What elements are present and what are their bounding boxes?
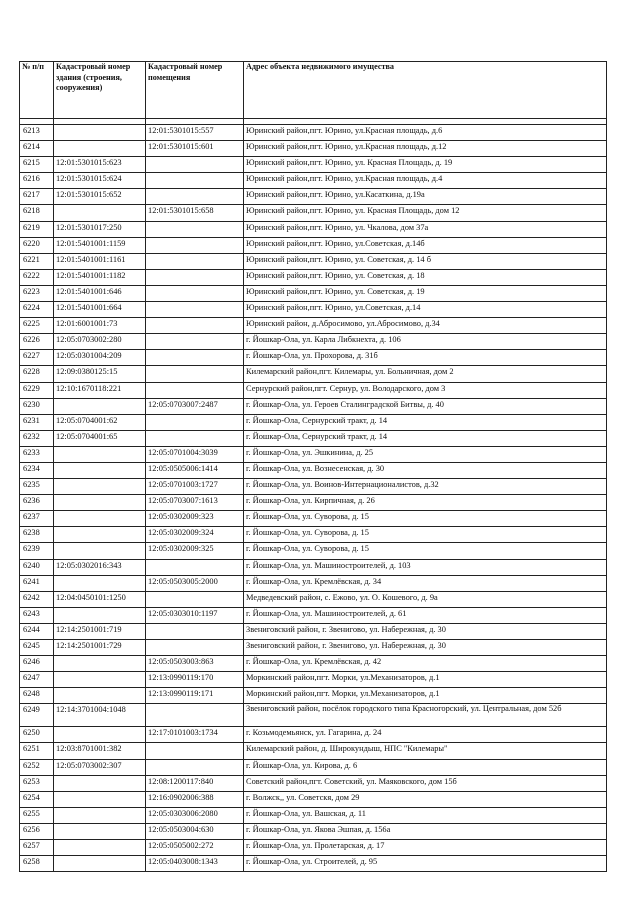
row-number: 6215 [20, 157, 54, 173]
address: г. Йошкар-Ола, ул. Машиностроителей, д. 61 [244, 607, 607, 623]
room-cadastral-number [146, 559, 244, 575]
row-number: 6235 [20, 479, 54, 495]
property-table-sheet [19, 61, 607, 872]
table-row [20, 856, 607, 872]
property-table [19, 61, 607, 872]
room-cadastral-number [146, 189, 244, 205]
room-cadastral-number: 12:05:0703007:1613 [146, 495, 244, 511]
room-cadastral-number [146, 269, 244, 285]
building-cadastral-number [54, 446, 146, 462]
row-number: 6217 [20, 189, 54, 205]
room-cadastral-number [146, 173, 244, 189]
address: Звениговский район, г. Звенигово, ул. Набережная, д. 30 [244, 623, 607, 639]
address: Юринский район,пгт. Юрино, ул. Красная Площадь, д. 19 [244, 157, 607, 173]
building-cadastral-number [54, 141, 146, 157]
room-cadastral-number [146, 221, 244, 237]
table-row [20, 334, 607, 350]
header-address: Адрес объекта недвижимого имущества [244, 62, 607, 119]
building-cadastral-number: 12:01:5401001:1182 [54, 269, 146, 285]
building-cadastral-number [54, 607, 146, 623]
table-row [20, 302, 607, 318]
building-cadastral-number: 12:01:5401001:664 [54, 302, 146, 318]
address: г. Йошкар-Ола, ул. Прохорова, д. 31б [244, 350, 607, 366]
building-cadastral-number [54, 775, 146, 791]
row-number: 6257 [20, 840, 54, 856]
row-number: 6247 [20, 672, 54, 688]
address: г. Йошкар-Ола, ул. Машиностроителей, д. 103 [244, 559, 607, 575]
address: Моркинский район,пгт. Морки, ул.Механизаторов, д.1 [244, 688, 607, 704]
building-cadastral-number [54, 543, 146, 559]
table-row [20, 414, 607, 430]
address: Килемарский район, д. Широкундыш, НПС "Килемары" [244, 743, 607, 759]
address: Советский район,пгт. Советский, ул. Маяковского, дом 15б [244, 775, 607, 791]
room-cadastral-number: 12:13:0990119:170 [146, 672, 244, 688]
building-cadastral-number: 12:01:5401001:646 [54, 285, 146, 301]
room-cadastral-number [146, 759, 244, 775]
room-cadastral-number: 12:16:0902006:388 [146, 791, 244, 807]
table-row [20, 727, 607, 743]
address: г. Йошкар-Ола, ул. Пролетарская, д. 17 [244, 840, 607, 856]
room-cadastral-number: 12:01:5301015:658 [146, 205, 244, 221]
row-number: 6223 [20, 285, 54, 301]
building-cadastral-number [54, 205, 146, 221]
address: г. Йошкар-Ола, ул. Вашская, д. 11 [244, 807, 607, 823]
row-number: 6248 [20, 688, 54, 704]
address: Моркинский район,пгт. Морки, ул.Механизаторов, д.1 [244, 672, 607, 688]
building-cadastral-number [54, 791, 146, 807]
table-row [20, 237, 607, 253]
address: Юринский район, д.Абросимово, ул.Абросимово, д.34 [244, 318, 607, 334]
building-cadastral-number [54, 575, 146, 591]
address: г. Йошкар-Ола, Сернурский тракт, д. 14 [244, 414, 607, 430]
row-number: 6233 [20, 446, 54, 462]
table-row [20, 430, 607, 446]
row-number: 6226 [20, 334, 54, 350]
address: Медведевский район, с. Ежово, ул. О. Кошевого, д. 9а [244, 591, 607, 607]
address: г. Йошкар-Ола, Сернурский тракт, д. 14 [244, 430, 607, 446]
building-cadastral-number [54, 807, 146, 823]
room-cadastral-number: 12:05:0303010:1197 [146, 607, 244, 623]
address: г. Йошкар-Ола, ул. Карла Либкнехта, д. 106 [244, 334, 607, 350]
building-cadastral-number: 12:05:0704001:62 [54, 414, 146, 430]
building-cadastral-number [54, 527, 146, 543]
row-number: 6234 [20, 462, 54, 478]
row-number: 6218 [20, 205, 54, 221]
room-cadastral-number: 12:17:0101003:1734 [146, 727, 244, 743]
room-cadastral-number: 12:05:0701004:3039 [146, 446, 244, 462]
row-number: 6252 [20, 759, 54, 775]
row-number: 6241 [20, 575, 54, 591]
row-number: 6249 [20, 704, 54, 727]
building-cadastral-number [54, 511, 146, 527]
address: г. Йошкар-Ола, ул. Воинов-Интернационалистов, д.32 [244, 479, 607, 495]
building-cadastral-number [54, 672, 146, 688]
row-number: 6221 [20, 253, 54, 269]
building-cadastral-number: 12:09:0380125:15 [54, 366, 146, 382]
building-cadastral-number [54, 479, 146, 495]
room-cadastral-number: 12:05:0701003:1727 [146, 479, 244, 495]
building-cadastral-number [54, 688, 146, 704]
address: г. Йошкар-Ола, ул. Кирова, д. 6 [244, 759, 607, 775]
address: Юринский район,пгт. Юрино, ул. Чкалова, дом 37а [244, 221, 607, 237]
room-cadastral-number [146, 285, 244, 301]
address: г. Йошкар-Ола, ул. Суворова, д. 15 [244, 543, 607, 559]
table-row [20, 807, 607, 823]
row-number: 6236 [20, 495, 54, 511]
address: Сернурский район,пгт. Сернур, ул. Володарского, дом 3 [244, 382, 607, 398]
table-row [20, 462, 607, 478]
row-number: 6239 [20, 543, 54, 559]
room-cadastral-number [146, 350, 244, 366]
room-cadastral-number: 12:05:0302009:323 [146, 511, 244, 527]
row-number: 6225 [20, 318, 54, 334]
table-row [20, 253, 607, 269]
table-row [20, 382, 607, 398]
table-row [20, 157, 607, 173]
room-cadastral-number [146, 640, 244, 656]
room-cadastral-number [146, 253, 244, 269]
table-row [20, 221, 607, 237]
table-row [20, 704, 607, 727]
table-row [20, 318, 607, 334]
room-cadastral-number [146, 591, 244, 607]
address: Юринский район,пгт. Юрино, ул.Красная площадь, д.4 [244, 173, 607, 189]
building-cadastral-number: 12:05:0301004:209 [54, 350, 146, 366]
building-cadastral-number [54, 495, 146, 511]
table-row [20, 688, 607, 704]
row-number: 6258 [20, 856, 54, 872]
address: Юринский район,пгт. Юрино, ул.Советская, д.14б [244, 237, 607, 253]
table-row [20, 591, 607, 607]
table-row [20, 398, 607, 414]
building-cadastral-number [54, 727, 146, 743]
room-cadastral-number [146, 302, 244, 318]
table-row [20, 141, 607, 157]
room-cadastral-number [146, 414, 244, 430]
table-row [20, 446, 607, 462]
room-cadastral-number [146, 157, 244, 173]
building-cadastral-number: 12:01:6001001:73 [54, 318, 146, 334]
table-row [20, 559, 607, 575]
table-header-row [20, 62, 607, 119]
room-cadastral-number: 12:08:1200117:840 [146, 775, 244, 791]
address: Юринский район,пгт. Юрино, ул. Советская, д. 19 [244, 285, 607, 301]
row-number: 6255 [20, 807, 54, 823]
room-cadastral-number [146, 237, 244, 253]
row-number: 6250 [20, 727, 54, 743]
room-cadastral-number [146, 704, 244, 727]
building-cadastral-number [54, 656, 146, 672]
building-cadastral-number: 12:01:5301015:652 [54, 189, 146, 205]
table-row [20, 479, 607, 495]
room-cadastral-number: 12:05:0503003:863 [146, 656, 244, 672]
room-cadastral-number: 12:05:0505006:1414 [146, 462, 244, 478]
room-cadastral-number: 12:05:0503005:2000 [146, 575, 244, 591]
row-number: 6238 [20, 527, 54, 543]
building-cadastral-number: 12:01:5301017:250 [54, 221, 146, 237]
building-cadastral-number: 12:14:2501001:719 [54, 623, 146, 639]
table-row [20, 607, 607, 623]
table-row [20, 527, 607, 543]
address: г. Козьмодемьянск, ул. Гагарина, д. 24 [244, 727, 607, 743]
building-cadastral-number [54, 125, 146, 141]
table-row [20, 511, 607, 527]
building-cadastral-number: 12:01:5301015:624 [54, 173, 146, 189]
table-row [20, 775, 607, 791]
address: г. Йошкар-Ола, ул. Героев Сталинградской Битвы, д. 40 [244, 398, 607, 414]
table-row [20, 173, 607, 189]
table-row [20, 823, 607, 839]
building-cadastral-number: 12:01:5401001:1159 [54, 237, 146, 253]
room-cadastral-number: 12:05:0505002:272 [146, 840, 244, 856]
address: г. Йошкар-Ола, ул. Строителей, д. 95 [244, 856, 607, 872]
building-cadastral-number [54, 398, 146, 414]
row-number: 6220 [20, 237, 54, 253]
table-row [20, 205, 607, 221]
address: г. Йошкар-Ола, ул. Кирпичнaя, д. 26 [244, 495, 607, 511]
building-cadastral-number: 12:01:5401001:1161 [54, 253, 146, 269]
table-row [20, 672, 607, 688]
row-number: 6243 [20, 607, 54, 623]
room-cadastral-number: 12:01:5301015:557 [146, 125, 244, 141]
building-cadastral-number: 12:04:0450101:1250 [54, 591, 146, 607]
header-num: № п/п [20, 62, 54, 119]
address: Юринский район,пгт. Юрино, ул. Красная Площадь, дом 12 [244, 205, 607, 221]
address: г. Йошкар-Ола, ул. Суворова, д. 15 [244, 527, 607, 543]
header-room-cadastral: Кадастровый номер помещения [146, 62, 244, 119]
room-cadastral-number: 12:05:0703007:2487 [146, 398, 244, 414]
row-number: 6240 [20, 559, 54, 575]
address: Юринский район,пгт. Юрино, ул.Красная площадь, д.6 [244, 125, 607, 141]
row-number: 6230 [20, 398, 54, 414]
address: Юринский район,пгт. Юрино, ул. Советская, д. 14 б [244, 253, 607, 269]
room-cadastral-number: 12:05:0302009:325 [146, 543, 244, 559]
address: г. Йошкар-Ола, ул. Вознесенская, д. 30 [244, 462, 607, 478]
table-row [20, 125, 607, 141]
address: Килемарский район,пгт. Килемары, ул. Больничная, дом 2 [244, 366, 607, 382]
row-number: 6256 [20, 823, 54, 839]
room-cadastral-number: 12:05:0403008:1343 [146, 856, 244, 872]
table-row [20, 743, 607, 759]
room-cadastral-number [146, 366, 244, 382]
room-cadastral-number: 12:05:0503004:630 [146, 823, 244, 839]
room-cadastral-number: 12:05:0302009:324 [146, 527, 244, 543]
address: Юринский район,пгт. Юрино, ул. Советская, д. 18 [244, 269, 607, 285]
room-cadastral-number [146, 334, 244, 350]
room-cadastral-number [146, 743, 244, 759]
address: г. Йошкар-Ола, ул. Кремлёвская, д. 34 [244, 575, 607, 591]
building-cadastral-number [54, 823, 146, 839]
table-row [20, 791, 607, 807]
room-cadastral-number: 12:01:5301015:601 [146, 141, 244, 157]
address: Юринский район,пгт. Юрино, ул.Советская, д.14 [244, 302, 607, 318]
table-row [20, 840, 607, 856]
row-number: 6228 [20, 366, 54, 382]
table-body [20, 125, 607, 872]
room-cadastral-number [146, 382, 244, 398]
building-cadastral-number [54, 840, 146, 856]
table-row [20, 543, 607, 559]
building-cadastral-number: 12:05:0302016:343 [54, 559, 146, 575]
row-number: 6251 [20, 743, 54, 759]
address: Юринский район,пгт. Юрино, ул.Красная площадь, д.12 [244, 141, 607, 157]
table-row [20, 350, 607, 366]
row-number: 6242 [20, 591, 54, 607]
address: г. Йошкар-Ола, ул. Кремлёвская, д. 42 [244, 656, 607, 672]
table-row [20, 640, 607, 656]
building-cadastral-number: 12:01:5301015:623 [54, 157, 146, 173]
room-cadastral-number [146, 623, 244, 639]
building-cadastral-number: 12:14:2501001:729 [54, 640, 146, 656]
room-cadastral-number: 12:13:0990119:171 [146, 688, 244, 704]
row-number: 6246 [20, 656, 54, 672]
table-row [20, 656, 607, 672]
table-row [20, 575, 607, 591]
row-number: 6222 [20, 269, 54, 285]
table-row [20, 759, 607, 775]
table-row [20, 366, 607, 382]
row-number: 6237 [20, 511, 54, 527]
address: Звениговский район, г. Звенигово, ул. Набережная, д. 30 [244, 640, 607, 656]
header-building-cadastral: Кадастровый номер здания (строения, сооружения) [54, 62, 146, 119]
table-row [20, 623, 607, 639]
table-row [20, 189, 607, 205]
building-cadastral-number [54, 856, 146, 872]
building-cadastral-number [54, 462, 146, 478]
row-number: 6244 [20, 623, 54, 639]
row-number: 6245 [20, 640, 54, 656]
building-cadastral-number: 12:14:3701004:1048 [54, 704, 146, 727]
row-number: 6231 [20, 414, 54, 430]
room-cadastral-number [146, 318, 244, 334]
building-cadastral-number: 12:05:0704001:65 [54, 430, 146, 446]
building-cadastral-number: 12:03:8701001:382 [54, 743, 146, 759]
address: г. Йошкар-Ола, ул. Эшкинина, д. 25 [244, 446, 607, 462]
building-cadastral-number: 12:10:1670118:221 [54, 382, 146, 398]
row-number: 6227 [20, 350, 54, 366]
row-number: 6214 [20, 141, 54, 157]
room-cadastral-number [146, 430, 244, 446]
address: Юринский район,пгт. Юрино, ул.Касаткина, д.19а [244, 189, 607, 205]
row-number: 6213 [20, 125, 54, 141]
table-row [20, 285, 607, 301]
table-row [20, 269, 607, 285]
address: Звениговский район, посёлок городского типа Красногорский, ул. Центральная, дом 52б [244, 704, 607, 727]
row-number: 6216 [20, 173, 54, 189]
building-cadastral-number: 12:05:0703002:307 [54, 759, 146, 775]
address: г. Йошкар-Ола, ул. Якова Эшпая, д. 156а [244, 823, 607, 839]
table-row [20, 495, 607, 511]
row-number: 6254 [20, 791, 54, 807]
row-number: 6229 [20, 382, 54, 398]
address: г. Йошкар-Ола, ул. Суворова, д. 15 [244, 511, 607, 527]
row-number: 6219 [20, 221, 54, 237]
building-cadastral-number: 12:05:0703002:280 [54, 334, 146, 350]
room-cadastral-number: 12:05:0303006:2080 [146, 807, 244, 823]
row-number: 6253 [20, 775, 54, 791]
row-number: 6224 [20, 302, 54, 318]
row-number: 6232 [20, 430, 54, 446]
address: г. Волжск,, ул. Советскя, дом 29 [244, 791, 607, 807]
